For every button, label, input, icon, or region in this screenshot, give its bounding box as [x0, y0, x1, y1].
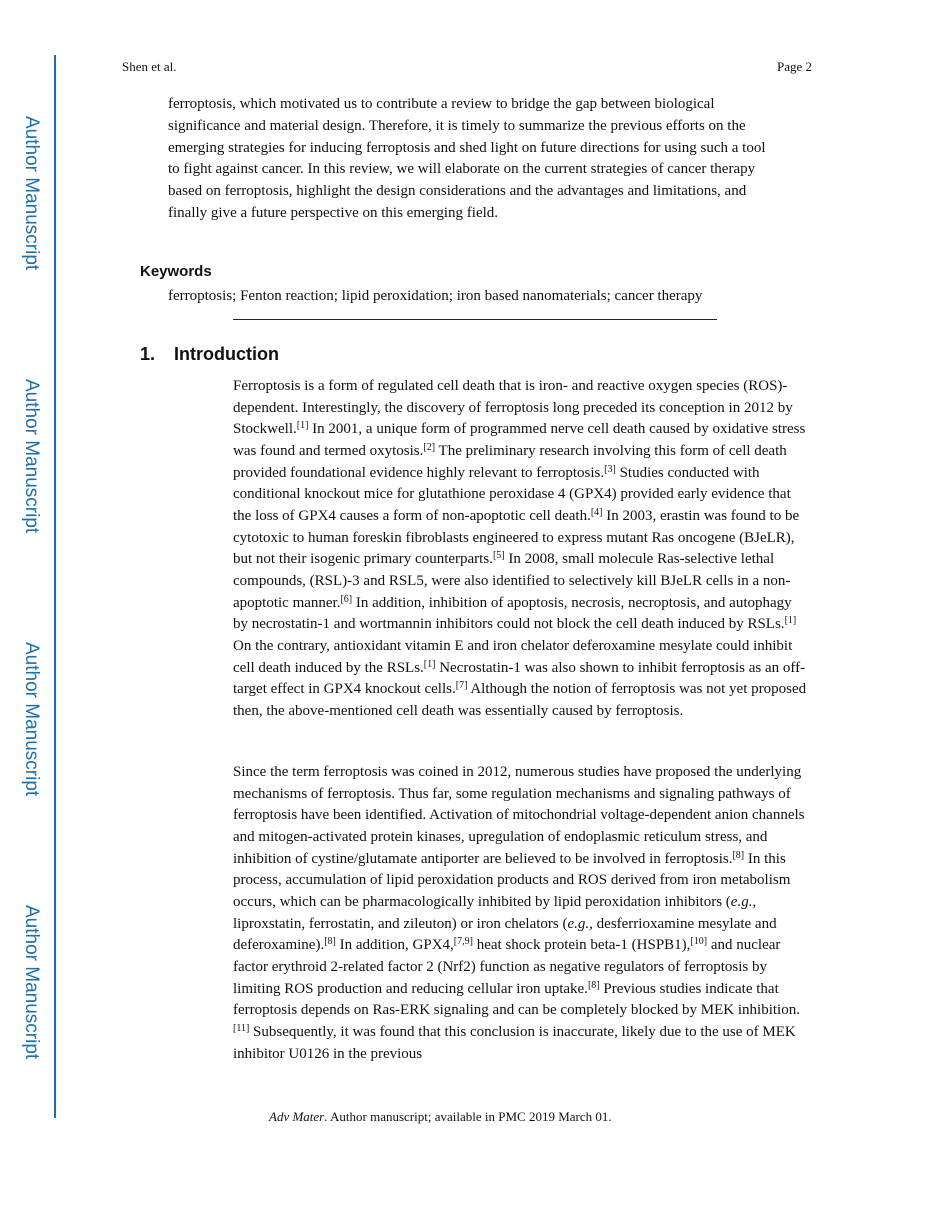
citation-ref: [1] — [296, 420, 309, 432]
running-header-authors: Shen et al. — [122, 59, 177, 74]
section-heading-introduction — [140, 344, 279, 365]
section-divider — [233, 319, 717, 320]
sidebar-label-2: Author Manuscript — [21, 378, 42, 534]
text-run: Studies conducted with conditional knockout mice for glutathione peroxidase 4 (GPX4) provided early evidence that the loss of GPX4 causes a form of non-apoptotic cell death. — [233, 464, 791, 524]
italic-text: e.g. — [567, 915, 590, 932]
page-footer — [269, 1109, 612, 1125]
citation-ref: [7] — [455, 680, 468, 692]
text-run: In addition, inhibition of apoptosis, necrosis, necroptosis, and autophagy by necrostatin-1 and wortmannin inhibitors could not block the cell death induced by RSLs. — [233, 594, 792, 633]
intro-paragraph-1 — [233, 376, 810, 723]
sidebar-label-3: Author Manuscript — [21, 641, 42, 797]
citation-ref: [5] — [492, 550, 505, 562]
text-run: In 2003, erastin was found to be cytotoxic to human foreskin fibroblasts engineered to express mutant Ras oncogene (BJeLR), but not their isogenic primary counterparts. — [233, 507, 800, 568]
text-run: , desferrioxamine mesylate and deferoxamine). — [233, 915, 777, 954]
text-run: Necrostatin-1 was also shown to inhibit ferroptosis as an off-target effect in GPX4 knockout cells. — [233, 659, 806, 698]
text-run: Previous studies indicate that ferroptosis depends on Ras-ERK signaling and can be completely blocked by MEK inhibition. — [233, 980, 800, 1019]
citation-ref: [1] — [784, 615, 797, 627]
text-run: heat shock protein beta-1 (HSPB1), — [472, 937, 691, 954]
keywords-list: ferroptosis; Fenton reaction; lipid peroxidation; iron based nanomaterials; cancer therapy — [168, 288, 703, 304]
citation-ref: [11] — [233, 1022, 250, 1034]
citation-ref: [3] — [604, 463, 616, 475]
text-run: Since the term ferroptosis was coined in 2012, numerous studies have proposed the underlying mechanisms of ferroptosis. Thus far, some regulation mechanisms and signaling pathways of ferroptosis have been identified. Activation of mitochondrial voltage-dependent anion channels and mitogen-activated protein kinases, upregulation of endoplasmic reticulum stress, and inhibition of cystine/glutamate antiporter are believed to be involved in ferroptosis. — [233, 764, 805, 867]
text-run: In this process, accumulation of lipid peroxidation products and ROS derived from iron metabolism occurs, which can be pharmacologically inhibited by lipid peroxidation inhibitors ( — [233, 850, 791, 910]
citation-ref: [10] — [690, 936, 708, 948]
citation-ref: [6] — [340, 593, 353, 605]
running-header-page: Page 2 — [777, 59, 813, 74]
section-number: 1. — [140, 344, 156, 364]
text-run: , liproxstatin, ferrostatin, and zileuton) or iron chelators ( — [233, 893, 757, 932]
citation-ref: [1] — [423, 658, 436, 670]
citation-ref: [8] — [324, 936, 336, 948]
intro-paragraph-2 — [233, 762, 810, 1065]
text-run: On the contrary, antioxidant vitamin E and iron chelator deferoxamine mesylate could inhibit cell death induced by the RSLs. — [233, 637, 793, 676]
sidebar-label-4: Author Manuscript — [21, 904, 42, 1060]
keywords-heading: Keywords — [140, 263, 212, 280]
text-run: In 2008, small molecule Ras-selective lethal compounds, (RSL)-3 and RSL5, were also identified to selectively kill BJeLR cells in a non-apoptotic manner. — [233, 551, 791, 611]
abstract-continuation: ferroptosis, which motivated us to contribute a review to bridge the gap between biological significance and material design. Therefore, it is timely to summarize the previous efforts on the emerging strategies for inducing ferroptosis and shed light on future directions for using such a tool to fight against cancer. In this review, we will elaborate on the current strategies of cancer therapy based on ferroptosis, highlight the design considerations and the advantages and limitations, and finally give a future perspective on this emerging field. — [168, 96, 766, 221]
section-title: Introduction — [174, 344, 279, 364]
italic-text: e.g. — [730, 893, 753, 910]
citation-ref: [8] — [732, 849, 745, 861]
text-run: Although the notion of ferroptosis was not yet proposed then, the above-mentioned cell death was essentially caused by ferroptosis. — [233, 681, 807, 719]
citation-ref: [2] — [423, 441, 436, 453]
text-run: The preliminary research involving this form of cell death provided foundational evidence highly relevant to ferroptosis. — [233, 442, 787, 481]
sidebar-label-1: Author Manuscript — [21, 115, 42, 271]
text-run: Subsequently, it was found that this conclusion is inaccurate, likely due to the use of MEK inhibitor U0126 in the previous — [233, 1023, 796, 1062]
footer-text: . Author manuscript; available in PMC 2019 March 01. — [324, 1109, 612, 1124]
text-run: In 2001, a unique form of programmed nerve cell death caused by oxidative stress was found and termed oxytosis. — [233, 421, 806, 459]
footer-journal: Adv Mater — [269, 1109, 325, 1124]
text-run: Ferroptosis is a form of regulated cell death that is iron- and reactive oxygen species (ROS)-dependent. Interestingly, the discovery of ferroptosis long preceded its conception in 2012 by Stockwell. — [233, 378, 793, 438]
text-run: In addition, GPX4, — [335, 937, 454, 954]
citation-ref: [7,9] — [453, 936, 473, 948]
text-run: and nuclear factor erythroid 2-related factor 2 (Nrf2) function as negative regulators of ferroptosis by limiting ROS production and reducing cellular iron uptake. — [233, 937, 781, 997]
citation-ref: [8] — [587, 979, 600, 991]
sidebar-rule — [54, 55, 56, 1118]
citation-ref: [4] — [590, 506, 603, 518]
